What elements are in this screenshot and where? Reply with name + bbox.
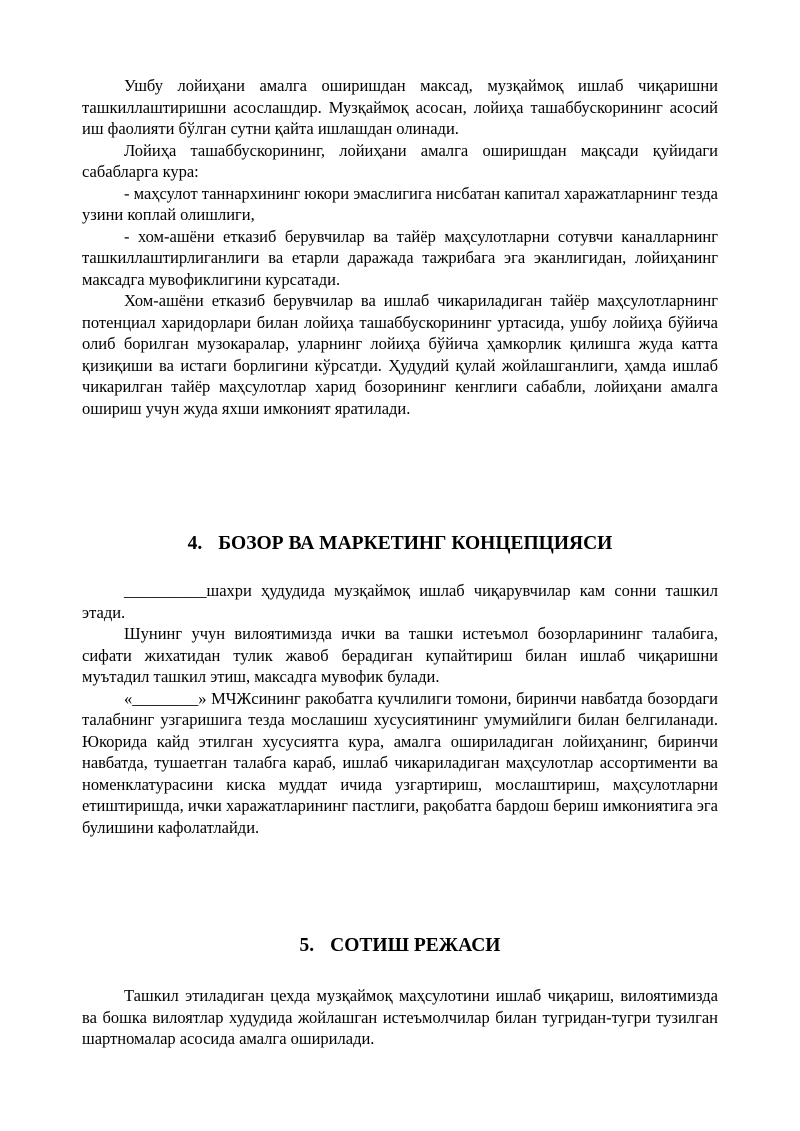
market-section [82, 580, 718, 838]
section-heading-market [82, 532, 718, 556]
paragraph: Лойиҳа ташаббускорининг, лойиҳани амалга оширишдан мақсади қуйидаги сабабларга кура: [82, 140, 718, 181]
sales-section [82, 985, 718, 1050]
list-item: - маҳсулот таннархининг юкори эмаслигига нисбатан капитал харажатларнинг тезда узини коплай олишлиги, [82, 183, 718, 224]
paragraph: Ташкил этиладиган цехда музқаймоқ маҳсулотини ишлаб чиқариш, вилоятимизда ва бошка вилоятлар худудида жойлашган истеъмолчилар билан тугридан-тугри тузилган шартномалар асосида амалга оширилади. [82, 986, 718, 1048]
section-title: СОТИШ РЕЖАСИ [330, 935, 501, 956]
paragraph: «________» МЧЖсининг ракобатга кучлилиги томони, биринчи навбатда бозордаги талабнинг узгаришига тезда мослашиш хусусиятининг умумийлиги билан белгиланади. Юкорида кайд этилган хусусиятга кура, амалга ошириладиган лойиҳанинг, биринчи навбатда, тушаетган талабга караб, ишлаб чикариладиган маҳсулотлар ассортименти ва номенклатурасини киска муддат ичида узгартириш, мослаштириш, маҳсулотларни етиштиришда, ички харажатларининг пастлиги, рақобатга бардош бериш имкониятига эга булишини кафолатлайди. [82, 688, 718, 837]
section-title: БОЗОР ВА МАРКЕТИНГ КОНЦЕПЦИЯСИ [218, 533, 613, 554]
paragraph: Шунинг учун вилоятимизда ички ва ташки истеъмол бозорларининг талабига, сифати жихатидан тулик жавоб берадиган купайтириш билан ишлаб чиқаришни муътадил ташкил этиш, максадга мувофик булади. [82, 624, 718, 686]
paragraph: Хом-ашёни етказиб берувчилар ва ишлаб чикариладиган тайёр маҳсулотларнинг потенциал харидорлари билан лойиҳа ташаббускорининг уртасида, ушбу лойиҳа бўйича олиб борилган музокаралар, уларнинг лойиҳа бўйича ҳамкорлик қилишга жуда катта қизиқиши ва истаги борлигини кўрсатди. Ҳудудий қулай жойлашганлиги, ҳамда ишлаб чикарилган тайёр маҳсулотлар харид бозорининг кенглиги сабабли, лойиҳани амалга ошириш учун жуда яхши имконият яратилади. [82, 291, 718, 418]
intro-section [82, 75, 718, 419]
section-number: 5. [299, 935, 315, 956]
paragraph: Ушбу лойиҳани амалга оширишдан максад, музқаймоқ ишлаб чиқаришни ташкиллаштиришни асослашдир. Музқаймоқ асосан, лойиҳа ташаббускорининг асосий иш фаолияти бўлган сутни қайта ишлашдан олинади. [82, 76, 718, 138]
section-number: 4. [187, 533, 203, 554]
list-item: - хом-ашёни етказиб берувчилар ва тайёр маҳсулотларни сотувчи каналларнинг ташкиллаштирлиганлиги ва етарли даражада тажрибага эга эканлигидан, лойиҳанинг максадга мувофиклигини курсатади. [82, 226, 718, 289]
paragraph: __________шахри ҳудудида музқаймоқ ишлаб чиқарувчилар кам сонни ташкил этади. [82, 581, 718, 622]
section-heading-sales [82, 934, 718, 958]
